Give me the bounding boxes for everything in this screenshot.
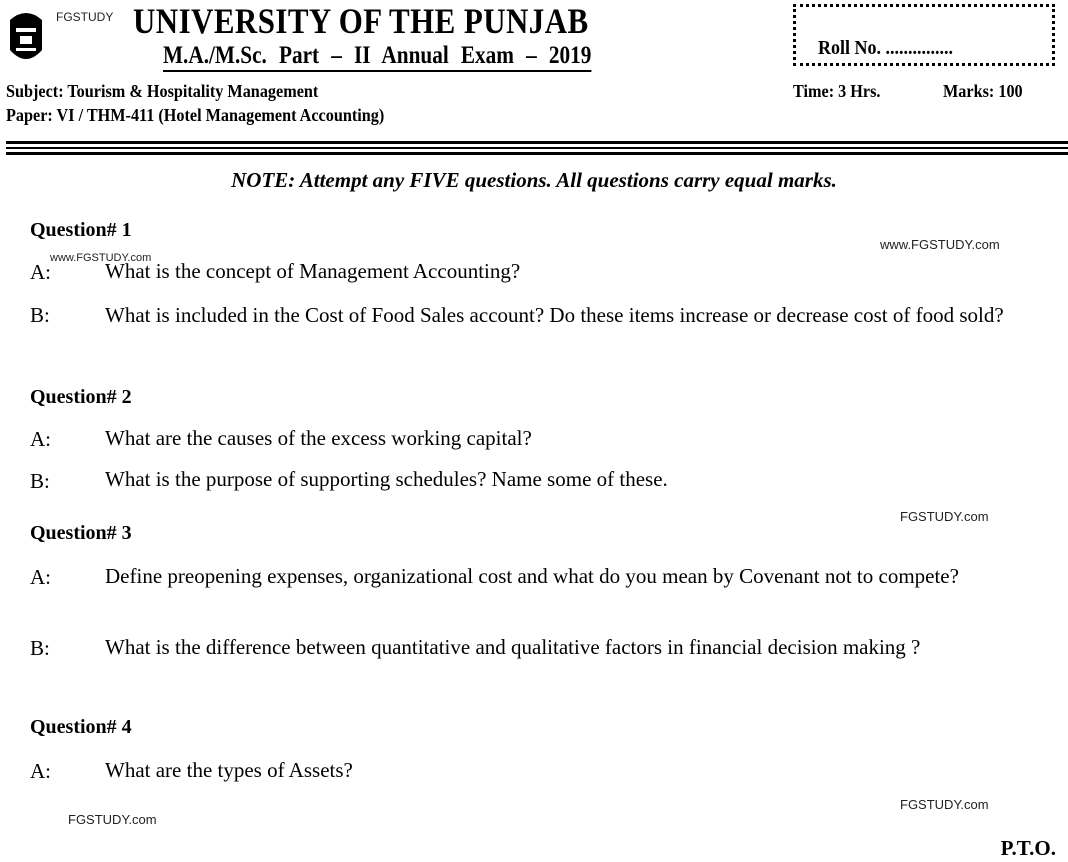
part-label: A: [30,759,51,783]
watermark: www.FGSTUDY.com [880,237,1000,252]
university-title: UNIVERSITY OF THE PUNJAB [133,1,589,41]
watermark: FGSTUDY [56,10,114,24]
watermark: FGSTUDY.com [900,797,989,812]
divider [6,152,1068,155]
subject: Subject: Tourism & Hospitality Management [6,81,319,101]
watermark: FGSTUDY.com [68,812,157,827]
exam-title: M.A./M.Sc. Part – II Annual Exam – 2019 [163,42,591,72]
roll-no-box [793,4,1055,66]
question-title: Question# 1 [30,219,132,241]
time: Time: 3 Hrs. [793,81,881,101]
part-label: B: [30,636,50,660]
part-label: B: [30,303,50,327]
question-text: What is the difference between quantitative and qualitative factors in financial decision making ? [105,635,921,659]
roll-no-label: Roll No. ............... [818,37,953,59]
watermark: www.FGSTUDY.com [50,252,152,264]
part-label: B: [30,469,50,493]
question-text: What are the causes of the excess working capital? [105,426,532,450]
question-title: Question# 2 [30,386,132,408]
divider [6,147,1068,149]
question-title: Question# 4 [30,716,132,738]
question-text: What is the concept of Management Accounting? [105,259,521,283]
pto-label: P.T.O. [1000,836,1056,860]
question-text: Define preopening expenses, organizational cost and what do you mean by Covenant not to compete? [105,564,959,588]
divider [6,141,1068,144]
part-label: A: [30,260,51,284]
note: NOTE: Attempt any FIVE questions. All questions carry equal marks. [231,168,837,192]
question-text: What is included in the Cost of Food Sales account? Do these items increase or decrease cost of food sold? [105,303,1004,327]
part-label: A: [30,427,51,451]
question-title: Question# 3 [30,522,132,544]
university-crest-logo [6,6,46,68]
question-text: What is the purpose of supporting schedules? Name some of these. [105,467,668,491]
part-label: A: [30,565,51,589]
marks: Marks: 100 [943,81,1023,101]
question-text: What are the types of Assets? [105,758,353,782]
paper: Paper: VI / THM-411 (Hotel Management Accounting) [6,105,385,125]
watermark: FGSTUDY.com [900,509,989,524]
